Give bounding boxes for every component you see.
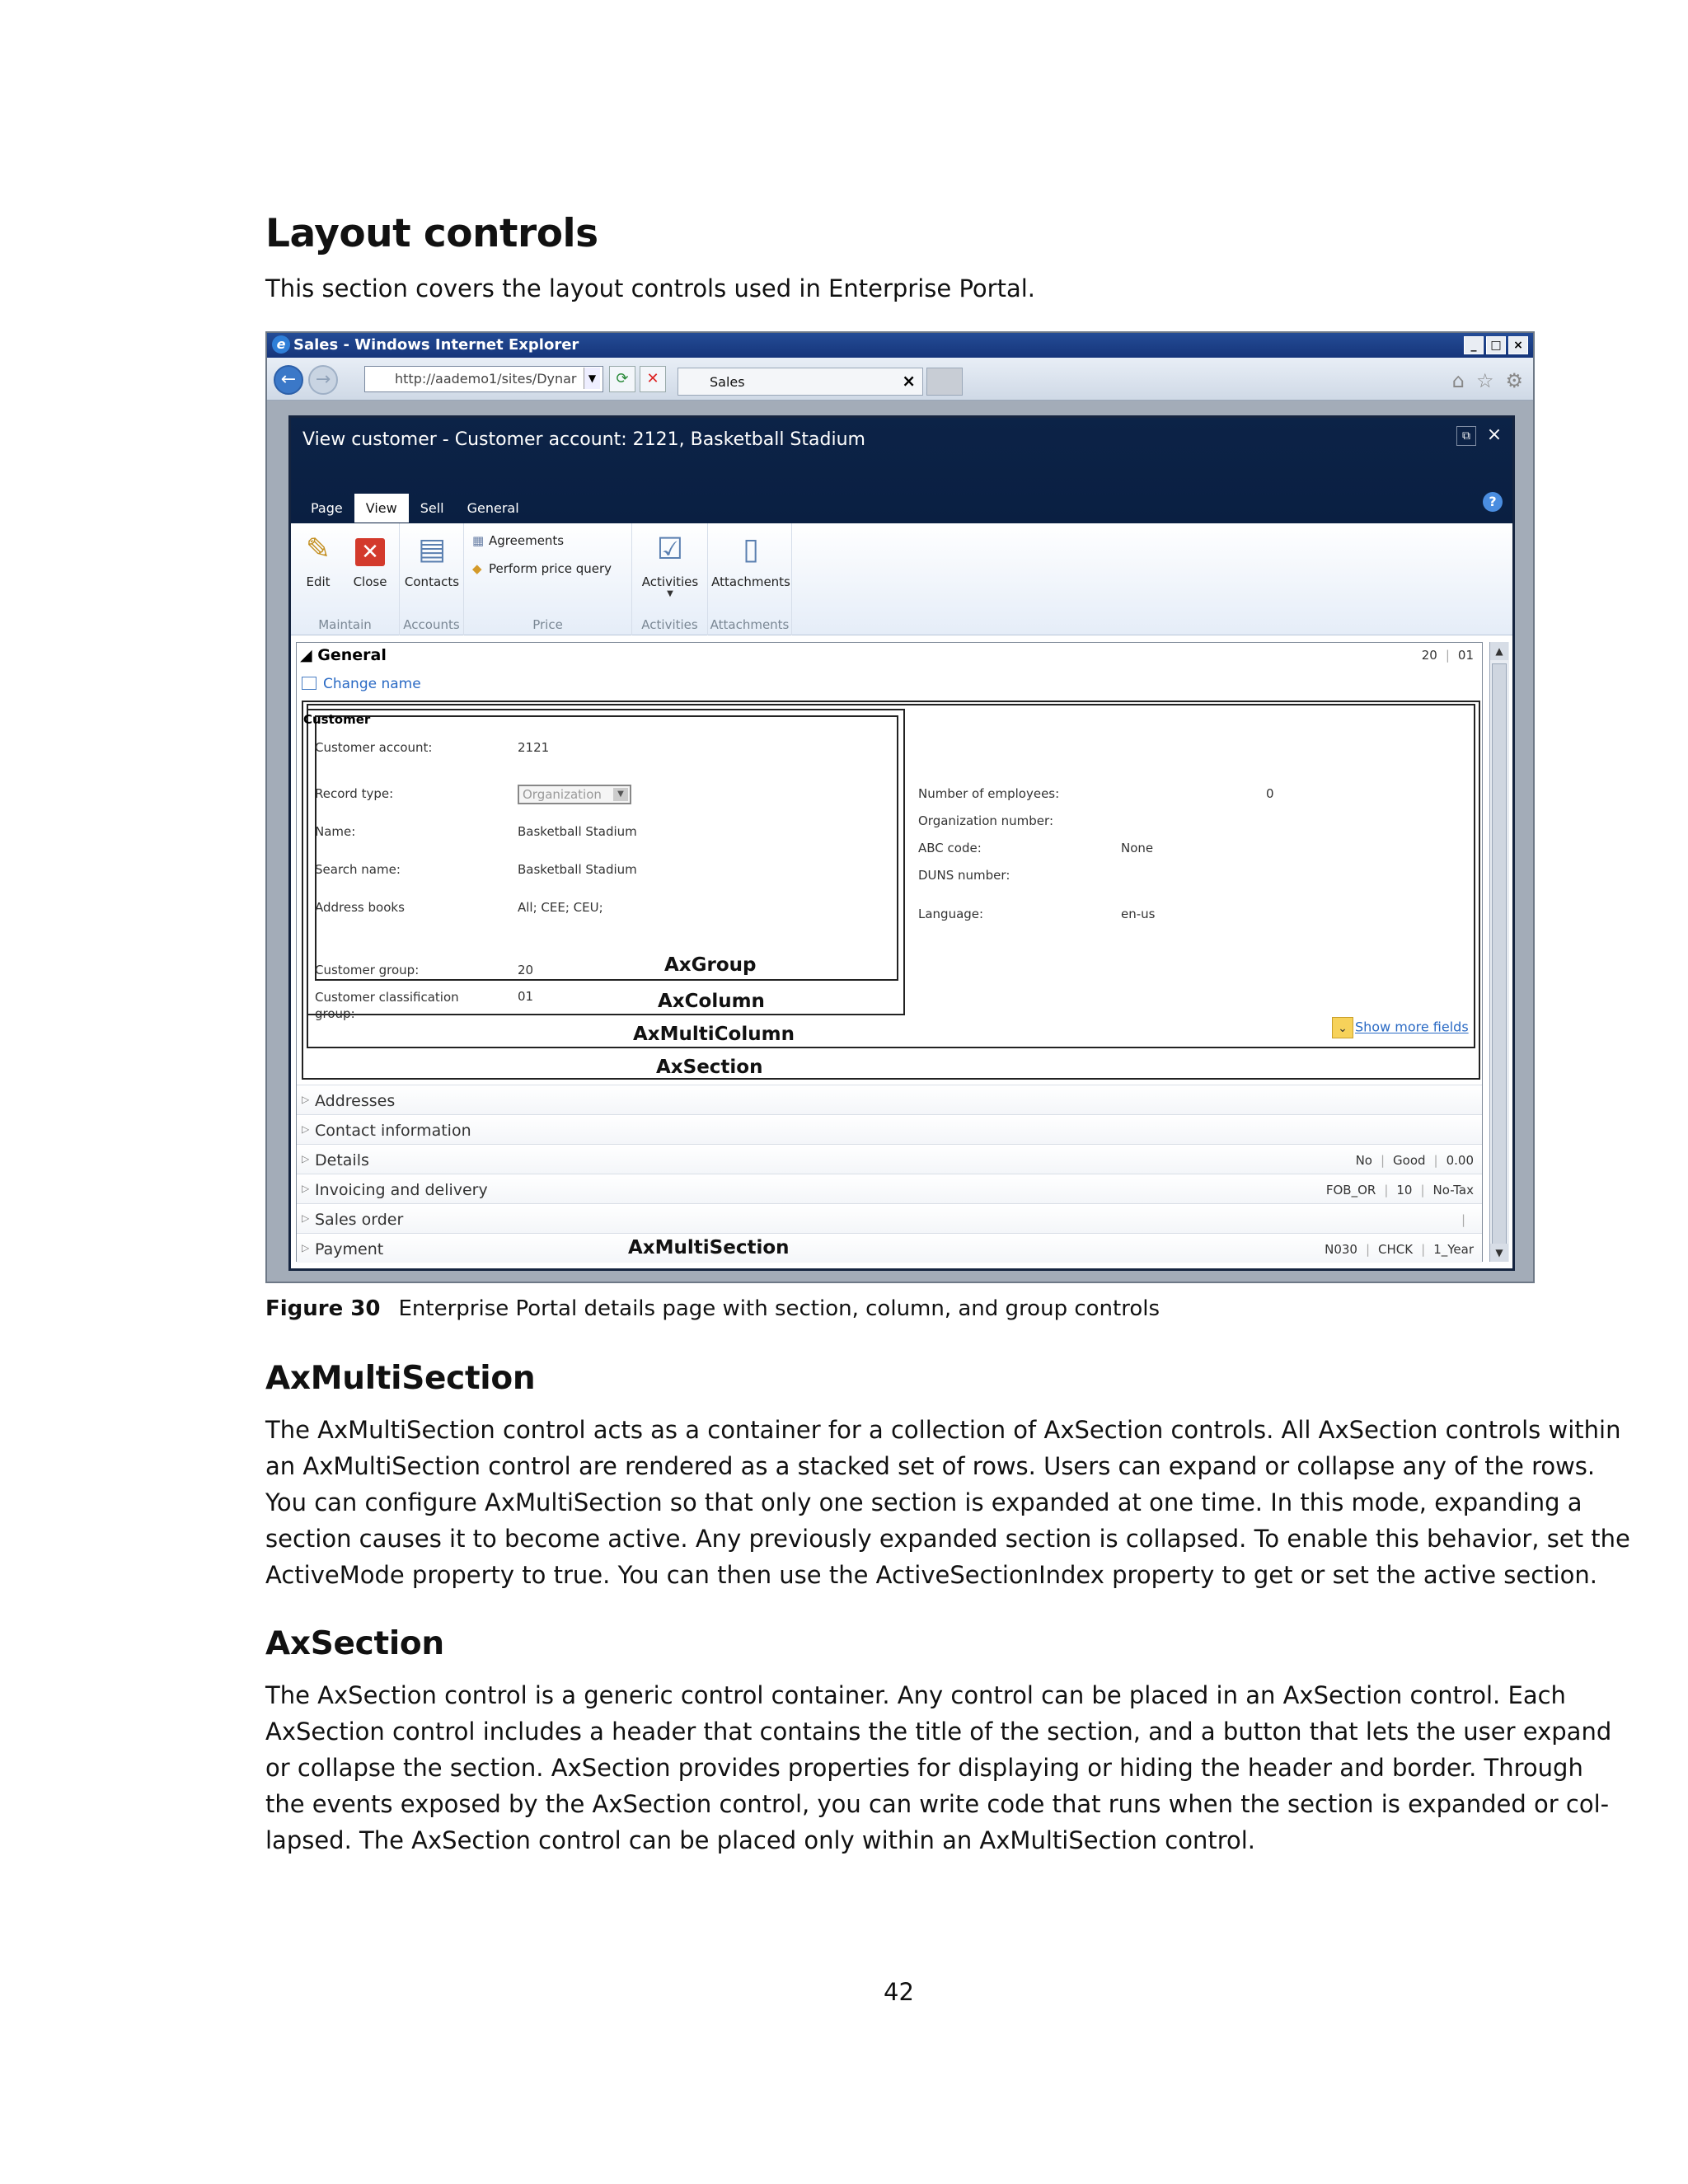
page-number: 42 — [884, 1978, 914, 2006]
field-value: 0 — [1266, 786, 1274, 801]
ribbon-group-activities — [632, 523, 708, 635]
field-label: Record type: — [315, 786, 394, 801]
tag-icon: ◆ — [472, 561, 482, 576]
expand-triangle-icon: ▷ — [302, 1183, 310, 1194]
field-label: Customer account: — [315, 740, 433, 755]
attachments-label: Attachments — [711, 574, 790, 589]
group-label-maintain: Maintain — [318, 617, 372, 632]
section-summary: | — [1461, 1212, 1465, 1227]
activities-dropdown-icon: ▼ — [667, 589, 673, 598]
back-button[interactable]: ← — [274, 365, 303, 395]
group-caption: Customer — [303, 712, 371, 727]
agreements-icon: ▦ — [472, 533, 485, 548]
figure-screenshot — [265, 331, 1535, 1283]
general-section-header[interactable]: ◢ General — [300, 646, 387, 664]
address-dropdown-icon[interactable]: ▼ — [584, 368, 600, 389]
field-value: 01 — [518, 989, 534, 1004]
show-more-fields-link[interactable]: ⌄ Show more fields — [1332, 1017, 1469, 1038]
change-name-link[interactable]: Change name — [302, 676, 421, 692]
dialog-close-icon[interactable]: × — [1486, 424, 1503, 445]
record-type-select[interactable]: Organization ▼ — [518, 785, 631, 804]
new-tab-button[interactable] — [926, 368, 963, 396]
section-row[interactable]: ▷ Invoicing and delivery FOB_OR | 10 | No-Tax — [297, 1174, 1482, 1203]
group-label-attachments: Attachments — [710, 617, 790, 632]
group-label-accounts: Accounts — [403, 617, 460, 632]
vertical-scrollbar[interactable] — [1489, 642, 1509, 1262]
field-label: Customer classification group: — [315, 990, 459, 1021]
field-label: Name: — [315, 824, 356, 839]
figure-label: Figure 30 — [265, 1296, 381, 1321]
axgroup-box — [315, 715, 898, 981]
attachments-button[interactable] — [711, 530, 790, 589]
maximize-button[interactable]: □ — [1486, 336, 1506, 354]
page-heading: Layout controls — [265, 211, 598, 256]
details-content — [296, 642, 1483, 1262]
close-button[interactable] — [347, 530, 393, 589]
scroll-down-icon[interactable]: ▼ — [1490, 1244, 1508, 1262]
settings-gear-icon[interactable]: ⚙ — [1505, 369, 1523, 392]
axcolumn-annotation: AxColumn — [658, 991, 765, 1012]
section-heading: AxSection — [265, 1625, 444, 1662]
contacts-label: Contacts — [404, 574, 460, 589]
agreements-button[interactable]: ▦ Agreements — [472, 533, 565, 548]
tab-sell[interactable]: Sell — [420, 500, 444, 516]
close-label: Close — [353, 574, 387, 589]
expand-triangle-icon: ▷ — [302, 1094, 310, 1105]
activities-label: Activities — [641, 574, 699, 589]
section-summary: No | Good | 0.00 — [1355, 1153, 1474, 1168]
axsection-annotation: AxSection — [656, 1057, 763, 1078]
minimize-button[interactable]: _ — [1464, 336, 1484, 354]
browser-tab[interactable] — [678, 368, 923, 396]
section-row[interactable]: ▷ Payment AxMultiSection N030 | CHCK | 1_Year — [297, 1233, 1482, 1263]
field-label: DUNS number: — [918, 868, 1010, 883]
tab-label: Sales — [710, 374, 745, 390]
tab-view[interactable]: View — [354, 494, 409, 523]
window-title: Sales - Windows Internet Explorer — [293, 336, 579, 354]
close-x-icon: ✕ — [353, 530, 387, 569]
ribbon — [291, 523, 1512, 635]
price-query-button[interactable]: ◆ Perform price query — [472, 561, 612, 576]
field-value: 20 — [518, 963, 534, 977]
pencil-icon: ✎ — [305, 532, 331, 566]
ribbon-group-attachments — [708, 523, 792, 635]
contacts-button[interactable] — [403, 530, 461, 589]
general-summary: 20 | 01 — [1421, 648, 1474, 663]
section-paragraph: The AxMultiSection control acts as a container for a collection of AxSection controls. All AxSection controls within an AxMultiSection control are rendered as a stacked set of rows. Users can expand or collapse any of the rows. You can configure AxMultiSection so that only one section is expanded at one time. In this mode, expanding a section causes it to become active. Any previously expanded section is collapsed. To enable this behavior, set the ActiveMode property to true. You can then use the ActiveSectionIndex property to get or set the active section. — [265, 1416, 1630, 1589]
field-label: Number of employees: — [918, 786, 1060, 801]
edit-button[interactable] — [298, 530, 339, 589]
ie-logo-icon: e — [272, 335, 290, 354]
paperclip-icon: ▯ — [743, 532, 759, 566]
expand-triangle-icon: ▷ — [302, 1242, 310, 1254]
field-value: 2121 — [518, 740, 550, 755]
field-label: Customer group: — [315, 963, 420, 977]
field-label: Search name: — [315, 862, 401, 877]
activities-button[interactable] — [639, 530, 701, 598]
section-summary: FOB_OR | 10 | No-Tax — [1325, 1183, 1474, 1197]
browser-title-bar — [267, 333, 1533, 358]
ribbon-group-accounts — [400, 523, 464, 635]
field-label: Organization number: — [918, 813, 1053, 828]
window-controls — [1464, 336, 1528, 354]
figure-caption-text: Enterprise Portal details page with section, column, and group controls — [398, 1296, 1160, 1321]
browser-toolbar-right — [1452, 369, 1523, 392]
forward-button[interactable]: → — [308, 365, 338, 395]
tab-close-icon[interactable]: × — [902, 371, 916, 391]
field-value: Basketball Stadium — [518, 824, 637, 839]
field-value: Basketball Stadium — [518, 862, 637, 877]
window-close-button[interactable]: × — [1508, 336, 1528, 354]
ribbon-group-maintain — [291, 523, 400, 635]
scroll-up-icon[interactable]: ▲ — [1490, 642, 1508, 660]
intro-paragraph: This section covers the layout controls used in Enterprise Portal. — [265, 274, 1035, 302]
help-icon[interactable]: ? — [1483, 492, 1503, 512]
expand-triangle-icon: ▷ — [302, 1212, 310, 1224]
change-name-icon — [302, 677, 316, 690]
ribbon-group-price — [464, 523, 632, 635]
view-customer-dialog — [288, 415, 1515, 1271]
tab-page[interactable]: Page — [311, 500, 343, 516]
tab-general[interactable]: General — [467, 500, 519, 516]
favorites-star-icon[interactable]: ☆ — [1475, 369, 1494, 392]
section-row[interactable]: ▷ Sales order | — [297, 1203, 1482, 1233]
section-heading: AxMultiSection — [265, 1360, 536, 1397]
field-label: Language: — [918, 907, 984, 921]
section-row[interactable]: ▷ Addresses — [297, 1085, 1482, 1114]
section-row[interactable]: ▷ Contact information — [297, 1114, 1482, 1144]
dialog-controls — [1456, 426, 1504, 446]
section-summary: N030 | CHCK | 1_Year — [1325, 1242, 1474, 1257]
dialog-title: View customer - Customer account: 2121, Basketball Stadium — [302, 429, 865, 450]
stop-icon[interactable]: ✕ — [640, 366, 666, 392]
home-icon[interactable]: ⌂ — [1451, 369, 1465, 392]
section-paragraph: The AxSection control is a generic control container. Any control can be placed in an AxSection control. Each AxSection control includes a header that contains the title of the section, and a button that lets the user expand or collapse the section. AxSection provides properties for displaying or hiding the header and border. Through the events exposed by the AxSection control, you can write code that runs when the section is expanded or col- lapsed. The AxSection control can be placed only within an AxMultiSection control. — [265, 1681, 1612, 1854]
ribbon-tabs — [299, 494, 531, 523]
expand-chevron-icon: ⌄ — [1332, 1017, 1353, 1038]
axgroup-annotation: AxGroup — [664, 954, 757, 976]
contacts-icon: ▤ — [417, 532, 446, 566]
address-text: http://aademo1/sites/Dynar — [395, 371, 577, 387]
chevron-down-icon: ▼ — [613, 788, 628, 801]
browser-nav-bar — [267, 358, 1533, 401]
dialog-header — [291, 418, 1512, 523]
expand-triangle-icon: ▷ — [302, 1123, 310, 1135]
activities-icon: ☑ — [656, 532, 684, 566]
expand-triangle-icon: ▷ — [302, 1153, 310, 1165]
field-value: All; CEE; CEU; — [518, 900, 603, 915]
field-value: None — [1121, 841, 1154, 855]
edit-label: Edit — [306, 574, 331, 589]
group-label-activities: Activities — [641, 617, 698, 632]
refresh-icon[interactable]: ⟳ — [609, 366, 635, 392]
scroll-thumb[interactable] — [1492, 663, 1507, 1249]
axmulticolumn-annotation: AxMultiColumn — [633, 1024, 795, 1045]
field-label: ABC code: — [918, 841, 982, 855]
restore-icon[interactable]: ⧉ — [1456, 426, 1476, 446]
field-value: en-us — [1121, 907, 1156, 921]
group-label-price: Price — [532, 617, 563, 632]
axmultisection-annotation: AxMultiSection — [628, 1237, 790, 1258]
figure-caption — [265, 1296, 1160, 1321]
field-label: Address books — [315, 900, 405, 915]
address-bar[interactable] — [364, 366, 603, 392]
section-row[interactable]: ▷ Details No | Good | 0.00 — [297, 1144, 1482, 1174]
